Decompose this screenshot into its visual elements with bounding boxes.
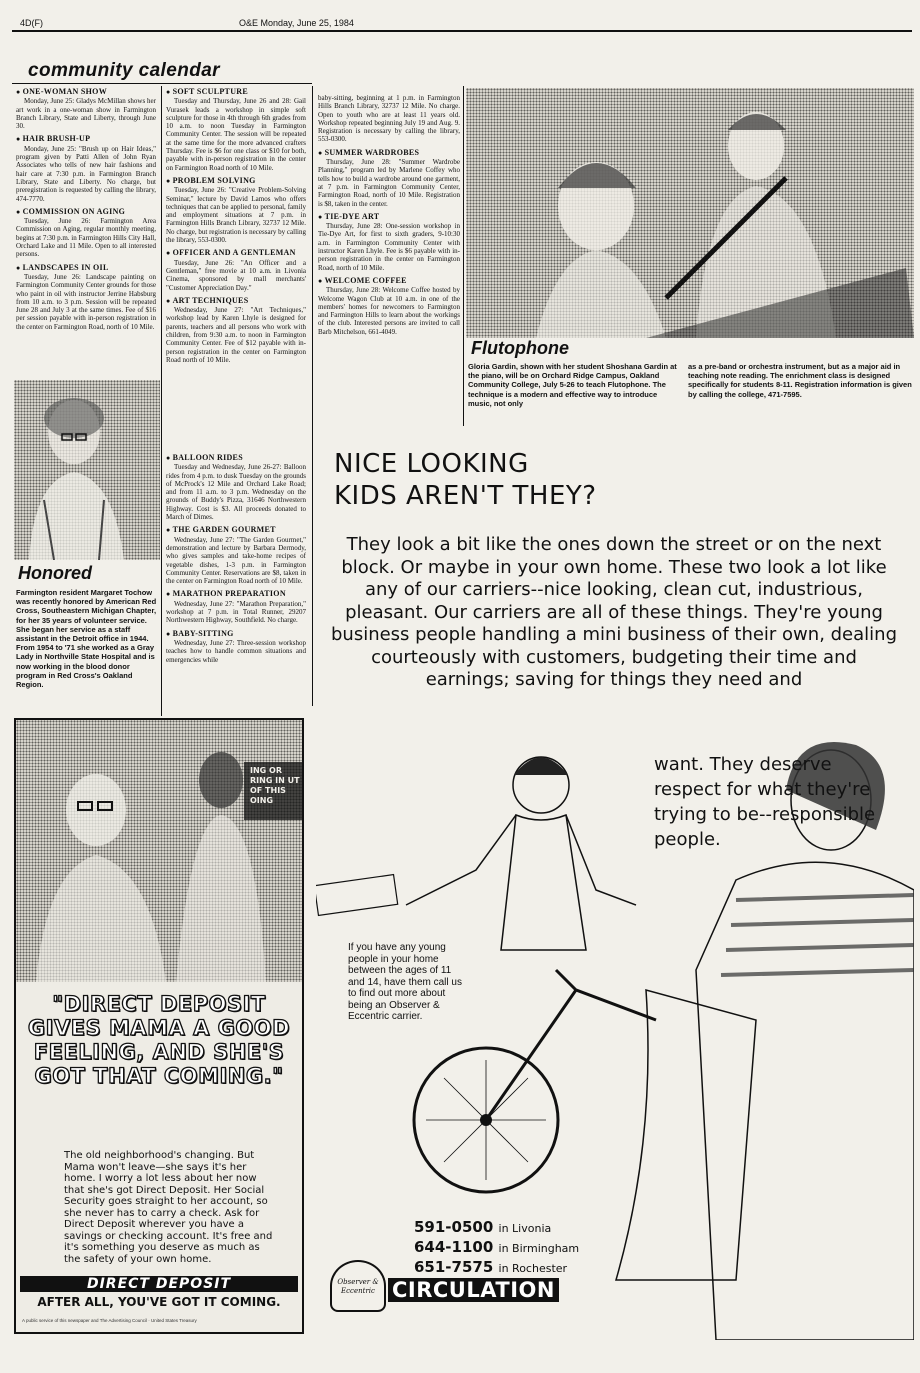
calendar-item-title: ● OFFICER AND A GENTLEMAN (166, 249, 306, 257)
calendar-item (166, 297, 306, 364)
carrier-headline-line-1: NICE LOOKING (334, 449, 529, 479)
carrier-headline-line-2: KIDS AREN'T THEY? (334, 481, 597, 511)
calendar-item (166, 590, 306, 624)
calendar-item (16, 264, 156, 331)
calendar-item (318, 277, 460, 336)
calendar-item (318, 213, 460, 272)
calendar-item-body: Thursday, June 28: "Summer Wardrobe Planning," program led by Marlene Coffey who tells how to build a wardrobe around one garment, at 7 p.m. in Farmington Community Center, Farmington Road, north of 10 Mile. Registration is $8, taken in the center. (318, 158, 460, 208)
calendar-column-1 (16, 88, 156, 336)
calendar-item-body: Tuesday and Wednesday, June 26-27: Balloon rides from 4 p.m. to dusk Tuesday on the grounds of McProck's 12 Mile and Orchard Lake Road; and from 11 a.m. to 3 p.m. Wednesday on the grounds of Buddy's Pizza, 31646 Northwestern Highway. Cost is $3. All proceeds donated to March of Dimes. (166, 463, 306, 522)
direct-deposit-fine-print: A public service of this newspaper and The Advertising Council · United States Treasury (22, 1318, 197, 1323)
calendar-item-title: ● ONE-WOMAN SHOW (16, 88, 156, 96)
direct-deposit-headline: "DIRECT DEPOSIT GIVES MAMA A GOOD FEELING, AND SHE'S GOT THAT COMING." (27, 992, 291, 1088)
calendar-item-title: ● BABY-SITTING (166, 630, 306, 638)
calendar-column-2 (166, 88, 306, 369)
circulation-label: CIRCULATION (388, 1278, 559, 1302)
calendar-item-title: ● THE GARDEN GOURMET (166, 526, 306, 534)
section-title: community calendar (28, 60, 220, 81)
direct-deposit-photo (16, 720, 302, 982)
carrier-ad (316, 440, 914, 1340)
page-header (12, 6, 912, 32)
calendar-item-title: ● MARATHON PREPARATION (166, 590, 306, 598)
calendar-item-body: Wednesday, June 27: "Art Techniques," workshop lead by Karen Lhyle is designed for parents, teachers and all persons who work with children, from 9:30 a.m. to noon in Farmington Community Center. Fee of $12 payable with in-person registration in the center on Farmington Road north of 10 Mile. (166, 306, 306, 364)
direct-deposit-body: The old neighborhood's changing. But Mama won't leave—she says it's her home. I worry a lot less about her now that she's got Direct Deposit. Her Social Security goes straight to her account, so she never has to carry a check. Ask for Direct Deposit wherever you have a savings or checking account. It's free and it's something you deserve as much as the safety of your own home. (64, 1150, 273, 1265)
calendar-item-body: Tuesday and Thursday, June 26 and 28: Gail Vurasek leads a workshop in simple soft sculpture for those in 4th through 6th grades from 10 a.m. to noon Tuesday in Farmington Community Center. The session will be repeated at the same time for the more advanced crafters Thursday. Fee is $6 for one class or $10 for both, payable with in-person registration in the center on Farmington Road north of 10 Mile. (166, 97, 306, 172)
calendar-item-title: ● HAIR BRUSH-UP (16, 135, 156, 143)
dateline: O&E Monday, June 25, 1984 (239, 18, 354, 28)
calendar-item-body: Wednesday, June 27: "The Garden Gourmet," demonstration and lecture by Barbara Dermody, who gives samples and take-home recipes of vegetable dishes, 1-3 p.m. in Farmington Community Center. Reservations are $8, taken in the center on Farmington Road north of 10 Mile. (166, 535, 306, 586)
calendar-item-body: Tuesday, June 26: "Creative Problem-Solving Seminar," lecture by David Lamos who offers techniques that can be applied to personal, family and employment situations at 7 p.m. in Farmington Hills Branch Library, 32737 12 Mile. No charge, but registration is necessary by calling the library, 553-0300. (166, 186, 306, 245)
calendar-item (166, 249, 306, 291)
calendar-item-body: Tuesday, June 26: Farmington Area Commission on Aging, regular monthly meeting, begins at 7:30 p.m. in Farmington Hills City Hall, Orchard Lake and 11 Mile. Open to all interested persons. (16, 217, 156, 259)
carrier-small-print: If you have any young people in your home between the ages of 11 and 14, have them call us to find out more about being an Observer & Eccentric carrier. (346, 940, 466, 1025)
carrier-phone-list (411, 1218, 582, 1278)
phone-livonia: 591-0500 in Livonia (414, 1218, 552, 1236)
calendar-item (16, 208, 156, 259)
calendar-item-body: Tuesday, June 26: Landscape painting on Farmington Community Center grounds for those who paint in oil with instructor Jerrine Habsburg from 10 a.m. to 3 p.m. Session will be repeated June 28 and July 3 at the same times. Fee of $16 per session payable with in-person registration in the center on Farmington Road, north of 10 Mile. (16, 272, 156, 331)
calendar-item-body: Monday, June 25: Gladys McMillan shows her art work in a one-woman show in Farmington Branch Library, State and Liberty, through June 30. (16, 97, 156, 131)
column-rule (161, 86, 162, 716)
calendar-item-title: ● COMMISSION ON AGING (16, 208, 156, 216)
calendar-item-title: ● ART TECHNIQUES (166, 297, 306, 305)
calendar-item-body: Thursday, June 28: One-session workshop in Tie-Dye Art, for first to sixth graders, 9-10:30 a.m. in Farmington Community Center with instructor Karen Lhyle. Fee is $6 payable with in-person registration in the center on Farmington Road, north of 10 Mile. (318, 222, 460, 272)
calendar-item-title: ● PROBLEM SOLVING (166, 177, 306, 185)
phone-birmingham: 644-1100 in Birmingham (414, 1238, 580, 1256)
calendar-item-title: ● LANDSCAPES IN OIL (16, 264, 156, 272)
phone-rochester: 651-7575 in Rochester (414, 1258, 568, 1276)
honored-photo (14, 380, 160, 560)
calendar-item (166, 177, 306, 244)
column-rule (463, 86, 464, 426)
honored-heading: Honored (18, 563, 92, 583)
carrier-body-continued: want. They deserve respect for what they're trying to be--responsible people. (654, 754, 876, 850)
sign-text: ING OR RING IN UT OF THIS OING (250, 766, 300, 805)
title-rule (12, 83, 312, 84)
calendar-item-title: ● WELCOME COFFEE (318, 277, 460, 285)
calendar-item-title: ● BALLOON RIDES (166, 454, 306, 462)
calendar-item-body: Wednesday, June 27: Three-session workshop teaches how to handle common situations and emergencies while (166, 638, 306, 664)
calendar-item (166, 526, 306, 585)
flutophone-heading: Flutophone (471, 338, 569, 358)
flutophone-photo (466, 88, 914, 338)
calendar-item (166, 454, 306, 521)
calendar-item-title: ● SUMMER WARDROBES (318, 149, 460, 157)
calendar-item (166, 88, 306, 172)
calendar-item-body: Tuesday, June 26: "An Officer and a Gentleman," free movie at 10 a.m. in Livonia Cinema, sponsored by mall merchants' "Customer Appreciation Day." (166, 258, 306, 292)
page-number: 4D(F) (20, 18, 43, 28)
carrier-headline (334, 448, 597, 512)
calendar-continued-text: baby-sitting, beginning at 1 p.m. in Farmington Hills Branch Library, 32737 12 Mile. No charge. Open to youth who are at least 11 years old. Workshop repeated beginning July 19 and Aug. 9. Registration is necessary by calling the library, 553-0300. (318, 94, 460, 144)
direct-deposit-ad (14, 718, 304, 1334)
calendar-item-title: ● TIE-DYE ART (318, 213, 460, 221)
column-rule (312, 86, 313, 706)
direct-deposit-tagline: AFTER ALL, YOU'VE GOT IT COMING. (37, 1295, 281, 1309)
calendar-item-body: Monday, June 25: "Brush up on Hair Ideas," program given by Patti Allen of John Ryan Associates who tells of new hair fashions and hair care at 7:30 p.m. in Farmington Branch Library, State and Liberty. No charge, but preregistration is requested by calling the library, 474-7770. (16, 144, 156, 203)
flutophone-caption-2: as a pre-band or orchestra instrument, but as a major aid in teaching note reading. The enrichment class is designed specifically for students 8-11. Registration information is given by calling the college, 471-7595. (688, 362, 912, 399)
honored-caption: Farmington resident Margaret Tochow was recently honored by American Red Cross, Southeastern Michigan Chapter, for her 35 years of volunteer service. She began her service as a staff assistant in the Detroit office in 1944. From 1954 to '71 she worked as a Gray Lady in Northville State Hospital and is now working in the blood donor program in Red Cross's Oakland Region. (16, 588, 157, 690)
calendar-item (318, 149, 460, 208)
calendar-item-title: ● SOFT SCULPTURE (166, 88, 306, 96)
direct-deposit-logo: DIRECT DEPOSIT (20, 1276, 298, 1292)
calendar-item (16, 88, 156, 130)
calendar-item-body: Wednesday, June 27: "Marathon Preparation," workshop at 7 p.m. in Total Runner, 29207 Northwestern Highway, Southfield. No charge. (166, 599, 306, 625)
calendar-item (166, 630, 306, 664)
carrier-body: They look a bit like the ones down the street or on the next block. Or maybe in your own home. These two look a lot like any of our carriers--nice looking, clean cut, industrious, pleasant. Our carriers are all of these things. They're young business people handling a mini business of their own, dealing courteously with customers, budgeting their time and earnings; saving for things they need and (330, 534, 897, 690)
calendar-item (16, 135, 156, 202)
observer-eccentric-logo: Observer & Eccentric (330, 1260, 386, 1312)
calendar-column-2b (166, 454, 306, 669)
calendar-item-body: Thursday, June 28: Welcome Coffee hosted by Welcome Wagon Club at 10 a.m. in one of the members' homes for newcomers to Farmington and Farmington Hills to learn about the workings of the club. Interested persons are invited to call Barb Mitchelson, 661-4049. (318, 286, 460, 336)
header-rule (12, 30, 912, 32)
flutophone-caption-1: Gloria Gardin, shown with her student Shoshana Gardin at the piano, will be on Orchard Ridge Campus, Oakland Community College, July 5-26 to teach Flutophone. The technique is a modern and effective way to introduce music, not only (468, 362, 677, 408)
calendar-column-3 (318, 94, 460, 341)
